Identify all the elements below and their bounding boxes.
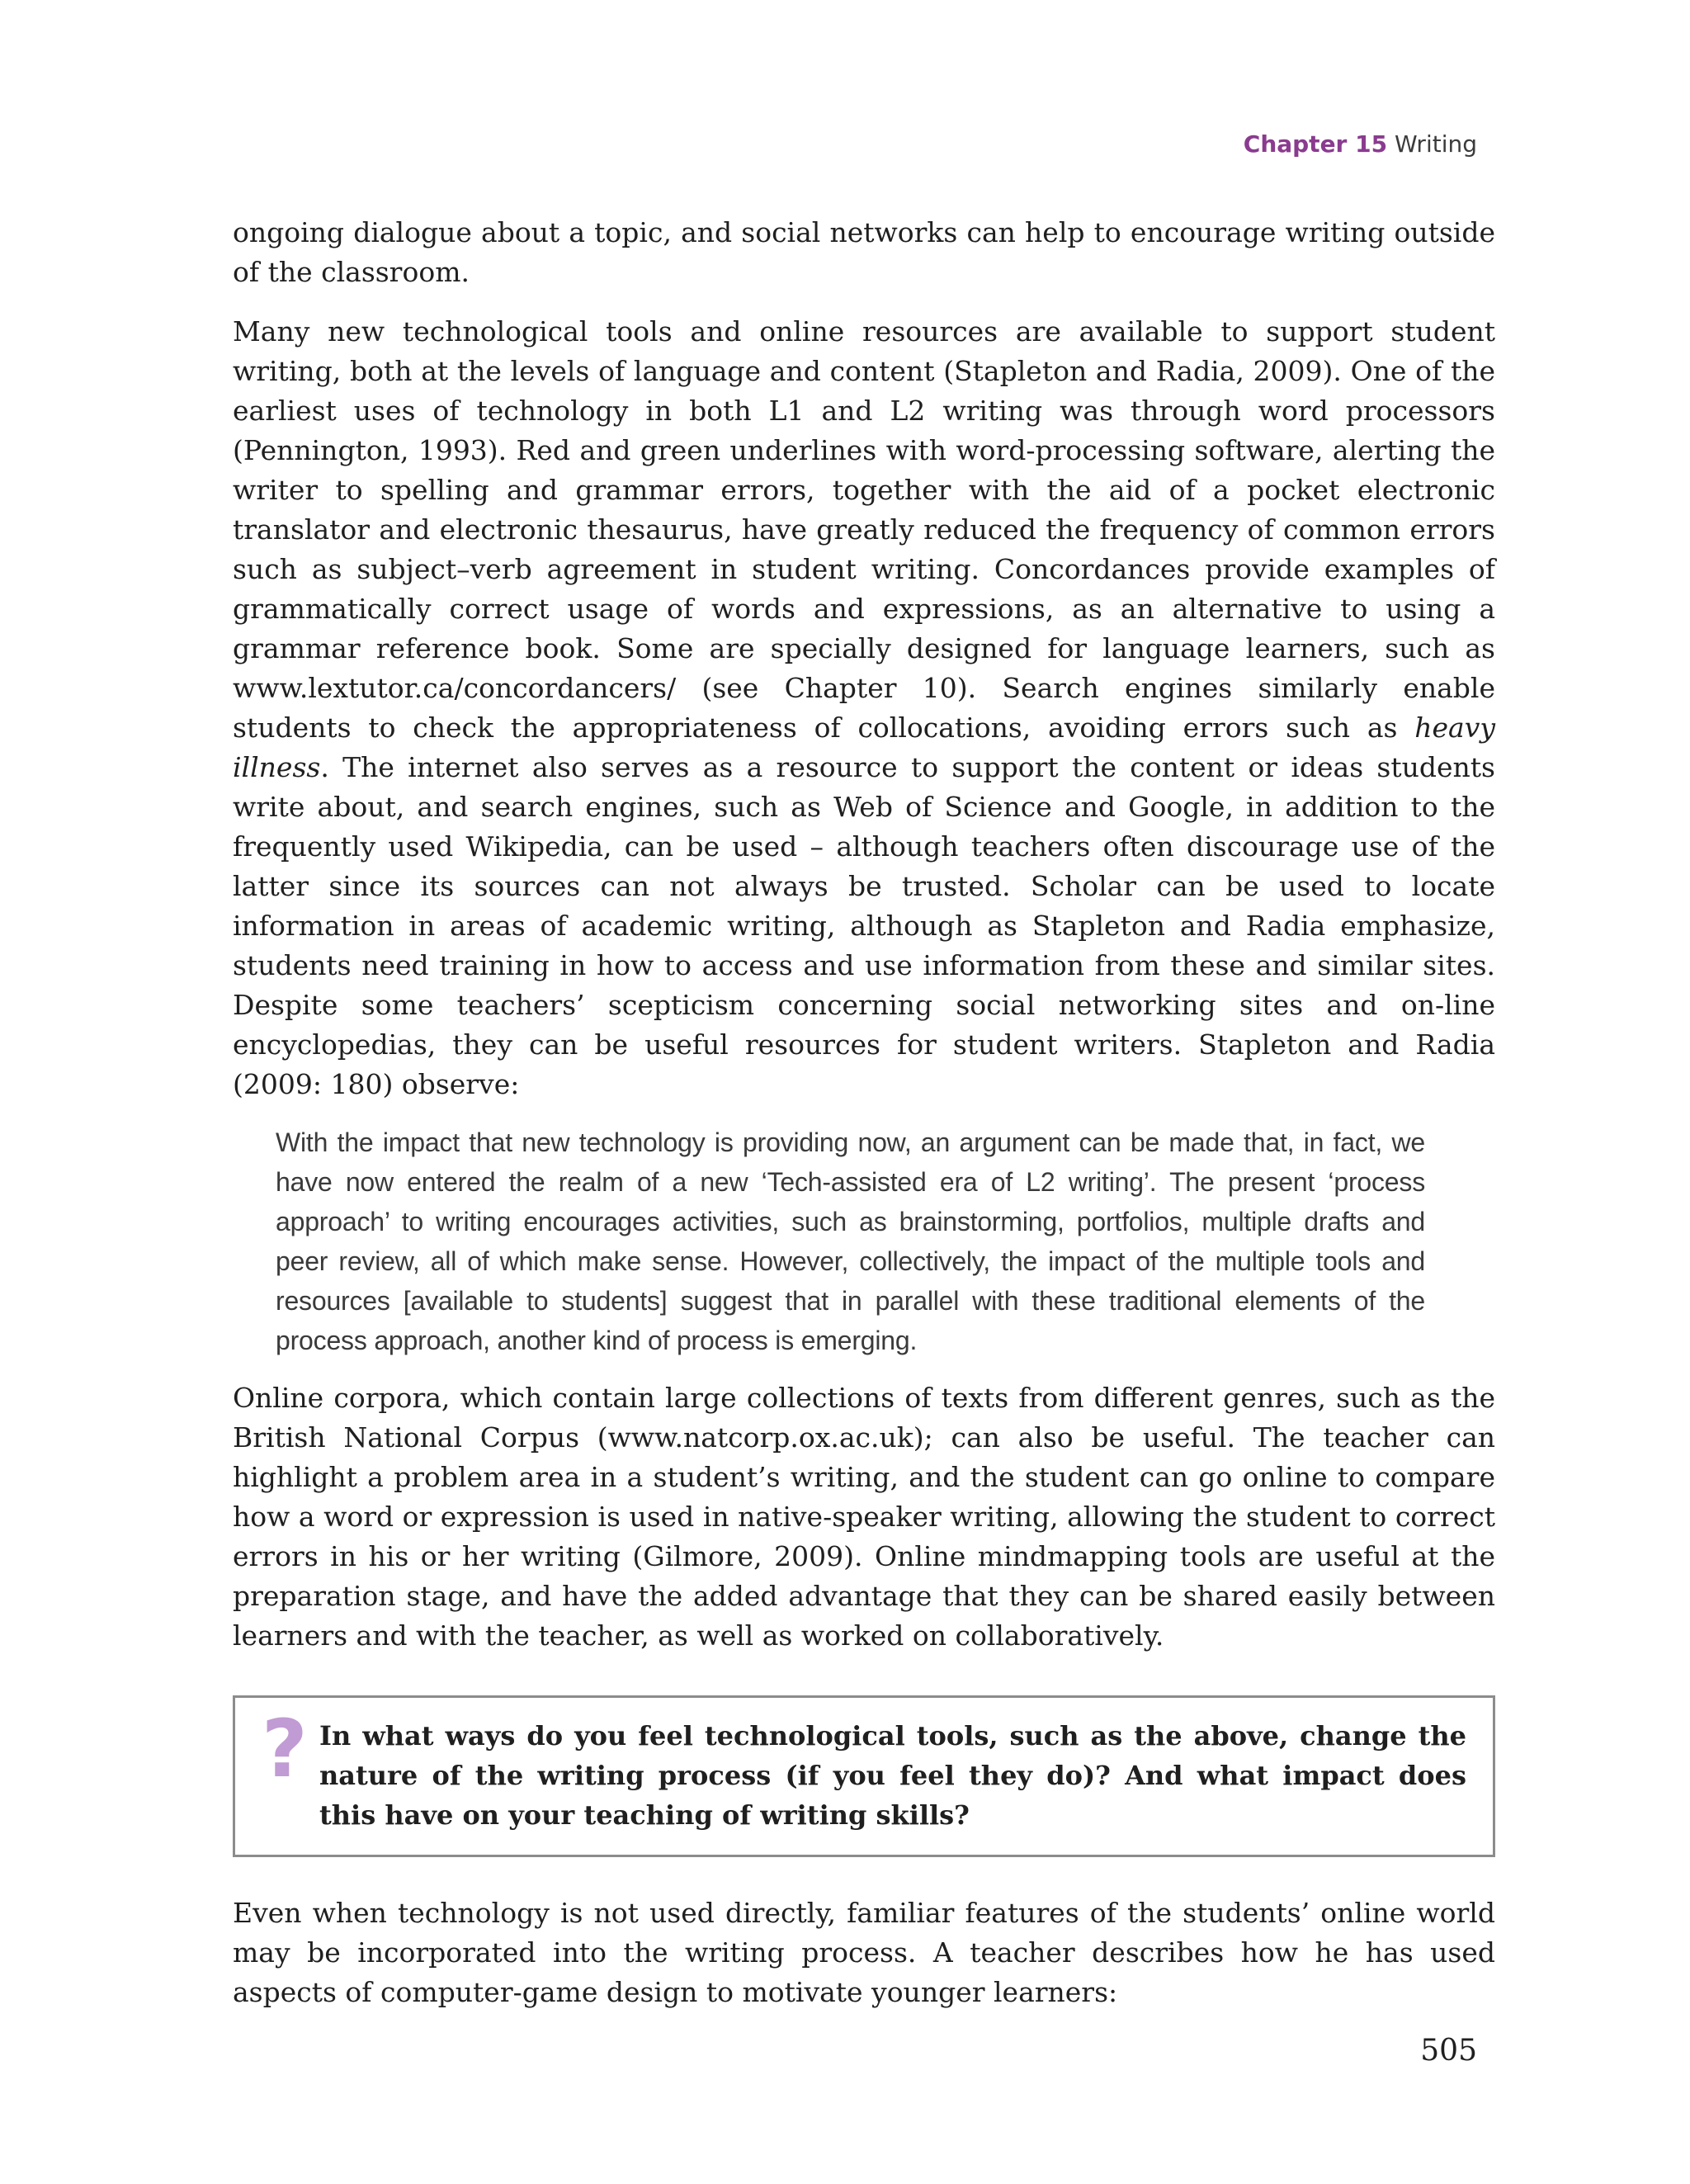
body-text [233, 213, 1495, 2012]
chapter-label: Chapter 15 [1243, 130, 1388, 158]
italic-example: heavy illness [233, 711, 1495, 783]
paragraph-technology-tools [233, 312, 1495, 1104]
paragraph-text: . The internet also serves as a resource to support the content or ideas students write about, and search engines, such as Web of Science and Google, in addition to the frequently used Wikipedia, can be used – although teachers often discourage use of the latter since its sources can not always be trusted. Scholar can be used to locate information in areas of academic writing, although as Stapleton and Radia emphasize, students need training in how to access and use information from these and similar sites. Despite some teachers’ scepticism concerning social networking sites and on-line encyclopedias, they can be useful resources for student writers. Stapleton and Radia (2009: 180) observe: [233, 751, 1495, 1100]
page-number: 505 [1420, 2034, 1477, 2068]
paragraph-online-world: Even when technology is not used directly, familiar features of the students’ online world may be incorporated into the writing process. A teacher describes how he has used aspects of computer-game design to motivate younger learners: [233, 1897, 1495, 2008]
reflection-question-text: In what ways do you feel technological tools, such as the above, change the nature of the writing process (if you feel they do)? And what impact does this have on your teaching of writing skills? [319, 1720, 1466, 1831]
reflection-question-box [233, 1695, 1495, 1857]
block-quote: With the impact that new technology is providing now, an argument can be made that, in fact, we have now entered the realm of a new ‘Tech-assisted era of L2 writing’. The present ‘process approach’ to writing encourages activities, such as brainstorming, portfolios, multiple drafts and peer review, all of which make sense. However, collectively, the impact of the multiple tools and resources [available to students] suggest that in parallel with these traditional elements of the process approach, another kind of process is emerging. [276, 1127, 1425, 1355]
section-title: Writing [1395, 130, 1477, 158]
paragraph-online-corpora: Online corpora, which contain large collections of texts from different genres, such as the British National Corpus (www.natcorp.ox.ac.uk); can also be useful. The teacher can highlight a problem area in a student’s writing, and the student can go online to compare how a word or expression is used in native-speaker writing, allowing the student to correct errors in his or her writing (Gilmore, 2009). Online mindmapping tools are useful at the preparation stage, and have the added advantage that they can be shared easily between learners and with the teacher, as well as worked on collaboratively. [233, 1382, 1495, 1652]
running-header [1244, 129, 1477, 160]
paragraph-text: Many new technological tools and online resources are available to support student writing, both at the levels of language and content (Stapleton and Radia, 2009). One of the earliest uses of technology in both L1 and L2 writing was through word processors (Pennington, 1993). Red and green underlines with word-processing software, alerting the writer to spelling and grammar errors, together with the aid of a pocket electronic translator and electronic thesaurus, have greatly reduced the frequency of common errors such as subject–verb agreement in student writing. Concordances provide examples of grammatically correct usage of words and expressions, as an alternative to using a grammar reference book. Some are specially designed for language learners, such as www.lextutor.ca/concordancers/ (see Chapter 10). Search engines similarly enable students to check the appropriateness of collocations, avoiding errors such as [233, 315, 1495, 744]
question-mark-icon: ? [262, 1703, 308, 1795]
paragraph-continuation: ongoing dialogue about a topic, and social networks can help to encourage writing outside of the classroom. [233, 216, 1495, 288]
